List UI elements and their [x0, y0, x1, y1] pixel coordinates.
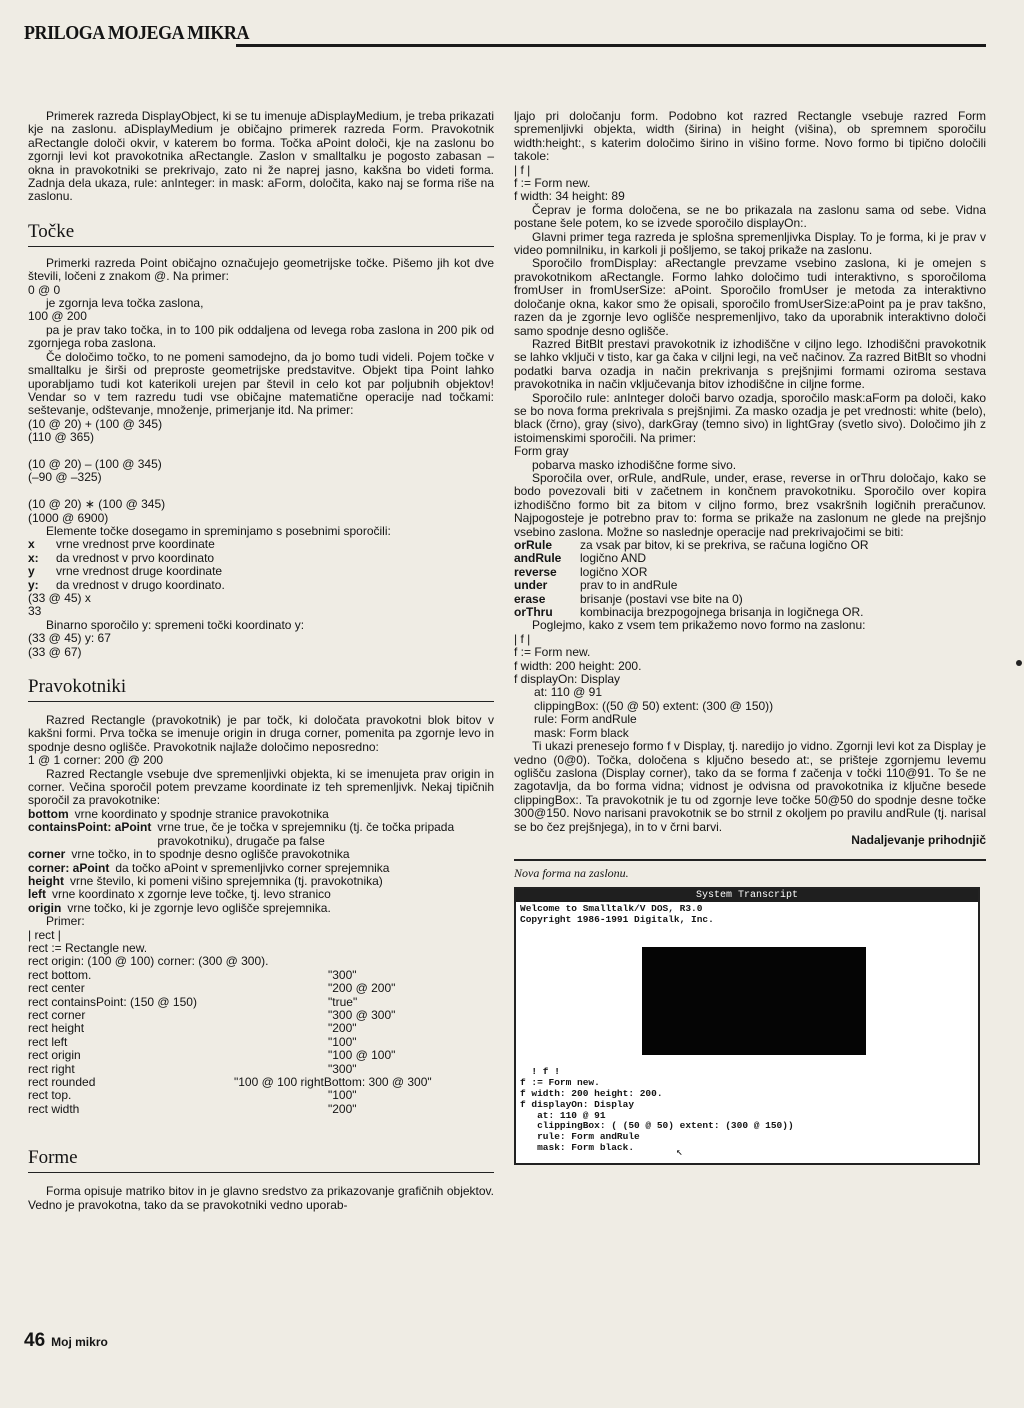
pravokotniki-primer-label: Primer: [46, 914, 85, 929]
code-result: "true" [328, 994, 358, 1009]
page-footer [24, 1330, 108, 1352]
definition-row [28, 888, 494, 901]
right-paragraph-1: ljajo pri določanju form. Podobno kot razred Rectangle vsebuje razred Form spremenljivki objekta, width (širina) in height (višina), ob spremnem sporočilu width:height:, s katerim določimo širino in višino forme. Novo formo bi tipično določili takole: [514, 109, 986, 164]
code-result: "300 @ 300" [328, 1007, 396, 1022]
code-row [28, 969, 494, 982]
operation-row [514, 566, 986, 579]
section-heading-forme: Forme [28, 1146, 494, 1173]
code-result: "300" [328, 1061, 357, 1076]
code-expression: rect rounded [28, 1075, 96, 1089]
code-expression: rect top. [28, 1088, 72, 1103]
intro-paragraph: Primerek razreda DisplayObject, ki se tu imenuje aDisplayMedium, je treba prikazati kje na zaslonu. aDisplayMedium je običajno primerek razreda Form. Pravokotnik aRectangle določi okvir, v katerem bo forma. Točka aPoint določi, kje na zaslonu bo zgornji levi kot pravokotnika aRectangle. Zaslon v smalltalku je pogosto zabasan – okna in pravokotniki se prekrivajo, zato ni že naprej jasno, kakšna bo videti forma. Zadnja dela ukaza, rule: anInteger: in mask: aForm, določita, kako naj se forma riše na zaslonu. [28, 109, 494, 204]
definition-value: vrne število, ki pomeni višino sprejemnika (tj. pravokotnika) [70, 873, 383, 888]
definition-key: y: [28, 577, 39, 592]
code-expression: rect corner [28, 1007, 86, 1022]
tocke-code-2: (33 @ 45) x 33 [28, 591, 91, 619]
right-paragraph-8: Sporočila over, orRule, andRule, under, erase, reverse in orThru določajo, kako se bodo povezovali biti v začetnem in končnem pravokotniku. Sporočilo over kopira izhodiščno formo bit za bitom v ciljno formo, brez vsakršnih logičnih preračunov. Najpogosteje je potrebno prav to: forma se prikaže na zaslonum ne glede na prejšnjo vsebino zaslona. Možne so naslednje operacije nad prekrivajočimi se biti: [514, 470, 986, 539]
right-paragraph-9: Poglejmo, kako z vsem tem prikažemo novo formo na zaslonu: [532, 618, 866, 633]
right-paragraph-2: Čeprav je forma določena, se ne bo prikazala na zaslonu sama od sebe. Vidna postane šele potem, ko se izvede sporočilo displayOn:. [514, 202, 986, 231]
definition-value: vrne točko, ki je zgornje levo oglišče sprejemnika. [67, 900, 331, 915]
operation-key: orThru [514, 605, 553, 620]
definition-value: vrne točko, in to spodnje desno oglišče pravokotnika [71, 847, 350, 862]
code-row [28, 996, 494, 1009]
page-number: 46 [24, 1330, 46, 1351]
edge-mark [1016, 660, 1022, 666]
code-row [28, 1076, 494, 1089]
right-code-3: | f | f := Form new. f width: 200 height: 200. f displayOn: Display at: 110 @ 91 clippingBox: ((50 @ 50) extent: (300 @ 150)) rule: Form andRule mask: Form black [514, 631, 774, 740]
operation-value: brisanje (postavi vse bite na 0) [580, 591, 743, 606]
section-heading-pravokotniki: Pravokotniki [28, 675, 494, 702]
section-heading-tocke: Točke [28, 220, 494, 247]
operation-row [514, 539, 986, 552]
right-paragraph-10: Ti ukazi prenesejo formo f v Display, tj. naredijo jo vidno. Zgornji levi kot za Display je vedno (0@0). Točka, določena s ključno besedo at:, se prišteje zgornjemu levemu oglišču zaslona (Display corner), tako da se forma f začenja v točki 110@91. To še ne zagotavlja, da bo forma vidna; vidnost je odvisna od pravokotnika iz ključne besede clippingBox:. Ta pravokotnik je tu od zgornje leve točke 50@50 do spodnje desne točke 300@150. Novo narisani pravokotnik se bo strnil z okoljem po pravilu andRule (tj. narisal se bo čez prejšnjega), in to v črni barvi. [514, 739, 986, 834]
tocke-paragraph-3: Elemente točke dosegamo in spreminjamo s posebnimi sporočili: [46, 523, 391, 538]
definition-key: containsPoint: aPoint [28, 820, 152, 835]
pravokotniki-code: | rect | rect := Rectangle new. rect origin: (100 @ 100) corner: (300 @ 300). [28, 927, 269, 969]
code-result: "100 @ 100 rightBottom: 300 @ 300" [234, 1075, 432, 1089]
operation-value: prav to in andRule [580, 578, 678, 593]
definition-key: bottom [28, 806, 69, 821]
tocke-example-1: 0 @ 0 [28, 282, 61, 297]
code-result: "300" [328, 967, 357, 982]
code-row [28, 1089, 494, 1102]
header-rule [236, 44, 986, 47]
operation-row [514, 593, 986, 606]
tocke-code-3: (33 @ 45) y: 67 (33 @ 67) [28, 631, 111, 659]
definition-row [28, 862, 494, 875]
code-row [28, 1022, 494, 1035]
code-expression: rect left [28, 1034, 68, 1049]
tocke-paragraph-1: Primerki razreda Point običajno označujejo geometrijske točke. Pišemo jih kot dve števili, ločeni z znakom @. Na primer: [28, 255, 494, 284]
definition-key: corner: aPoint [28, 860, 110, 875]
forme-paragraph-1: Forma opisuje matriko bitov in je glavno sredstvo za prikazovanje grafičnih objektov. Vedno je pravokotna, tako da se pravokotniki vedno uporab- [28, 1184, 494, 1212]
definition-row [28, 538, 494, 551]
window-title-bar: System Transcript [516, 889, 978, 902]
tocke-example-2-desc: pa je prav tako točka, in to 100 pik oddaljena od levega roba zaslona in 200 pik od zgornjega roba zaslona. [28, 322, 494, 351]
code-expression: rect width [28, 1101, 80, 1116]
tocke-example-1-desc: je zgornja leva točka zaslona, [46, 296, 204, 311]
definition-row [28, 821, 494, 848]
code-expression: rect height [28, 1021, 85, 1036]
transcript-window [514, 887, 980, 1165]
right-paragraph-5: Razred BitBlt prestavi pravokotnik iz izhodiščne v ciljno lego. Izhodiščni pravokotnik se lahko vključi v tisto, kar ga čaka v ciljni legi, na več načinov. Za razred BitBlt so vhodni podatki barva ozadja in način prekrivanja s prejšnjimi formami oziroma sestava pravokotnika in način vključevanja bitov izhodiščne in ciljne forme. [514, 336, 986, 392]
transcript-code-lines: ! f ! f := Form new. f width: 200 height: 200. f displayOn: Display at: 110 @ 91 clippingBox: ( (50 @ 50) extent: (300 @ 150)) rule: Form andRule mask: Form black. [520, 1066, 794, 1153]
code-row [28, 1049, 494, 1062]
code-row [28, 1103, 494, 1116]
transcript-body [516, 902, 978, 1163]
tocke-definitions [28, 538, 494, 592]
pravokotniki-results [28, 969, 494, 1116]
operation-value: logično AND [580, 551, 647, 566]
definition-value: da vrednost v drugo koordinato. [56, 577, 225, 592]
operation-value: kombinacija brezpogojnega brisanja in logičnega OR. [580, 605, 864, 620]
definition-key: height [28, 873, 64, 888]
definition-row [28, 875, 494, 888]
right-paragraph-3: Glavni primer tega razreda je splošna spremenljivka Display. To je forma, ki je prav v video pomnilniku, in karkoli ji pošljemo, se takoj prikaže na zaslonu. [514, 229, 986, 258]
right-paragraph-7: pobarva masko izhodiščne forme sivo. [532, 457, 737, 472]
right-code-2: Form gray [514, 444, 569, 459]
operation-key: reverse [514, 564, 557, 579]
tocke-paragraph-2: Če določimo točko, to ne pomeni samodejno, da jo bomo tudi videli. Pojem točke v smalltalku je širši od preproste geometrijske predstavitve. Objekt tipa Point lahko uporabljamo tudi kot katerikoli urejen par števil in celo kot par poljubnih objektov! Vendar so v tem razredu tudi vse običajne matematične operacije nad točkami: seštevanje, odštevanje, množenje, primerjanje itd. Na primer: [28, 349, 494, 418]
operation-row [514, 579, 986, 592]
code-result: "200" [328, 1101, 357, 1116]
operation-key: under [514, 578, 548, 593]
definition-value: vrne koordinato x zgornje leve točke, tj. levo stranico [52, 887, 331, 902]
definition-value: da vrednost v prvo koordinato [56, 550, 215, 565]
tocke-paragraph-4: Binarno sporočilo y: spremeni točki koordinato y: [46, 617, 305, 632]
tocke-code-1: (10 @ 20) + (100 @ 345) (110 @ 365) (10 @ 20) – (100 @ 345) (–90 @ –325) (10 @ 20) ∗ (100 @ 345) (1000 @ 6900) [28, 416, 166, 525]
figure-rule [514, 859, 986, 861]
pravokotniki-example: 1 @ 1 corner: 200 @ 200 [28, 753, 164, 768]
code-expression: rect containsPoint: (150 @ 150) [28, 994, 197, 1009]
code-expression: rect origin [28, 1048, 81, 1063]
definition-row [28, 552, 494, 565]
code-result: "100" [328, 1034, 357, 1049]
code-result: "200" [328, 1021, 357, 1036]
transcript-header-lines: Welcome to Smalltalk/V DOS, R3.0 Copyright 1986-1991 Digitalk, Inc. [520, 902, 714, 925]
pravokotniki-paragraph-2: Razred Rectangle vsebuje dve spremenljivki objekta, ki se imenujeta prav origin in corner. Večina sporočil potem prevzame koordinate iz teh spremenljivk. Nekaj tipičnih sporočil za pravokotnike: [28, 766, 494, 808]
definition-key: x [28, 537, 35, 552]
right-column [514, 110, 986, 1165]
definition-value: vrne true, če je točka v sprejemniku (tj. če točka pripada pravokotniku), drugače pa false [157, 820, 455, 848]
definition-key: y [28, 564, 35, 579]
operation-row [514, 552, 986, 565]
rule-operations [514, 539, 986, 619]
definition-value: vrne vrednost prve koordinate [56, 537, 215, 552]
definition-row [28, 808, 494, 821]
definition-row [28, 579, 494, 592]
definition-value: vrne koordinato y spodnje stranice pravokotnika [74, 806, 329, 821]
right-code-1: | f | f := Form new. f width: 34 height: 89 [514, 162, 625, 204]
definition-row [28, 902, 494, 915]
code-row [28, 1036, 494, 1049]
operation-key: andRule [514, 551, 562, 566]
operation-value: za vsak par bitov, ki se prekriva, se računa logično OR [580, 538, 869, 552]
operation-row [514, 606, 986, 619]
definition-key: corner [28, 847, 66, 862]
operation-key: orRule [514, 538, 553, 552]
code-expression: rect bottom. [28, 967, 92, 982]
definition-row [28, 565, 494, 578]
definition-value: vrne vrednost druge koordinate [56, 564, 223, 579]
pravokotniki-definitions [28, 808, 494, 915]
code-expression: rect right [28, 1061, 75, 1076]
magazine-name: Moj mikro [51, 1335, 108, 1349]
header-title: PRILOGA MOJEGA MIKRA [24, 22, 250, 44]
tocke-example-2: 100 @ 200 [28, 309, 87, 324]
code-result: "100 @ 100" [328, 1048, 396, 1063]
code-expression: rect center [28, 981, 85, 996]
code-result: "200 @ 200" [328, 981, 396, 996]
operation-key: erase [514, 591, 546, 606]
drawn-black-form [642, 947, 866, 1055]
operation-value: logično XOR [580, 564, 648, 579]
definition-value: da točko aPoint v spremenljivko corner sprejemnika [115, 860, 390, 875]
figure-caption: Nova forma na zaslonu. [514, 866, 629, 881]
code-row [28, 1063, 494, 1076]
code-row [28, 1009, 494, 1022]
definition-row [28, 848, 494, 861]
continuation-note: Nadaljevanje prihodnjič [851, 832, 986, 847]
definition-key: x: [28, 550, 39, 565]
right-paragraph-4: Sporočilo fromDisplay: aRectangle prevzame vsebino zaslona, ki je omejen s pravokotnikom aRectangle. Formo lahko določimo tudi interaktivno, s sporočiloma fromUser in fromUserSize: aPoint. Sporočilo fromUser je metoda za interaktivno določanje okna, kakor smo že opisali, sporočilo fromUserSize:aPoint pa je prav takšno, razen da je zgornje levo oglišče nespremenljivo, tako da uporabnik interaktivno določi samo spodnje desno oglišče. [514, 256, 986, 338]
right-paragraph-6: Sporočilo rule: anInteger določi barvo ozadja, sporočilo mask:aForm pa določi, kako se bo nova forma prekrivala s prejšnjimi. Za masko ozadja je pet vrednosti: white (belo), black (črno), gray (sivo), darkGray (temno sivo) in lightGray (svetlo sivo). Določimo jih z istoimenskimi sporočili. Na primer: [514, 390, 986, 445]
definition-key: left [28, 887, 46, 902]
mouse-cursor-icon: ↖ [676, 1146, 683, 1159]
code-result: "100" [328, 1088, 357, 1103]
pravokotniki-paragraph-1: Razred Rectangle (pravokotnik) je par točk, ki določata pravokotni blok bitov v kakšni formi. Prva točka se imenuje origin in druga corner, pomenita pa zgornje levo in spodnje desno oglišče. Pravokotnik najlaže določimo neposredno: [28, 713, 494, 754]
code-row [28, 982, 494, 995]
left-column [28, 110, 494, 1212]
definition-key: origin [28, 900, 62, 915]
